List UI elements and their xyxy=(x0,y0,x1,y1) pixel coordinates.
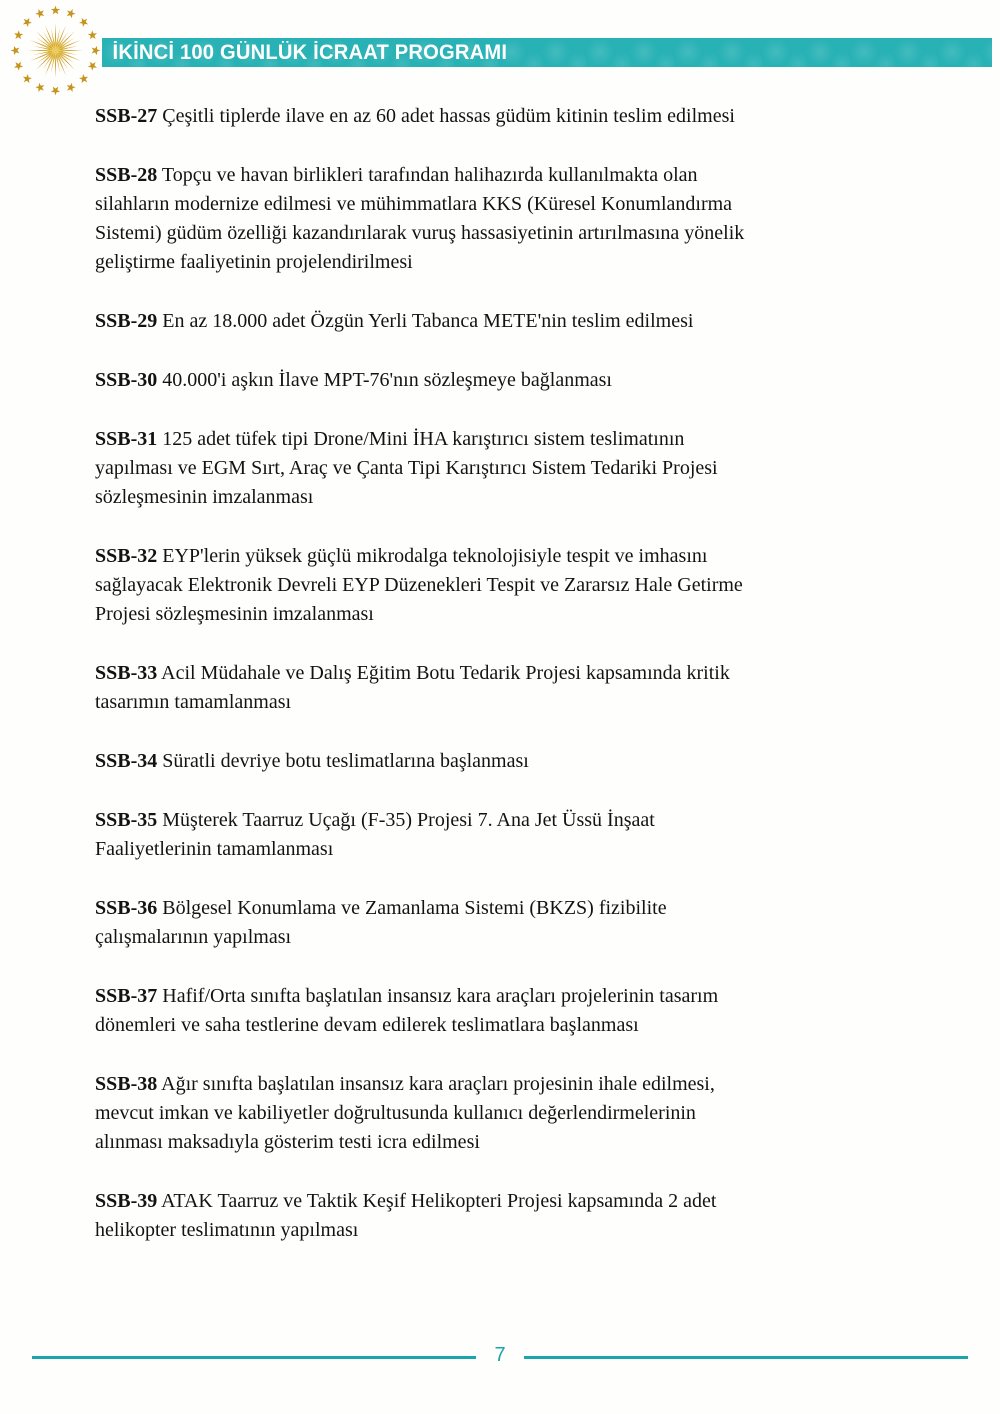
program-item: SSB-39 ATAK Taarruz ve Taktik Keşif Helikopteri Projesi kapsamında 2 adet helikopter teslimatının yapılması xyxy=(95,1190,717,1241)
program-item: SSB-28 Topçu ve havan birlikleri tarafından halihazırda kullanılmakta olan silahların modernize edilmesi ve mühimmatlara KKS (Küresel Konumlandırma Sistemi) güdüm özelliği kazandırılarak vuruş hassasiyetinin artırılmasına yönelik geliştirme faaliyetinin projelendirilmesi xyxy=(95,164,745,273)
page-number: 7 xyxy=(494,1344,506,1366)
item-id: SSB-36 xyxy=(95,897,158,919)
header-title: İKİNCİ 100 GÜNLÜK İCRAAT PROGRAMI xyxy=(112,40,508,64)
item-id: SSB-39 xyxy=(95,1190,158,1212)
program-item: SSB-36 Bölgesel Konumlama ve Zamanlama Sistemi (BKZS) fizibilite çalışmalarının yapılması xyxy=(95,897,667,948)
program-item: SSB-29 En az 18.000 adet Özgün Yerli Tabanca METE'nin teslim edilmesi xyxy=(95,310,694,332)
item-id: SSB-30 xyxy=(95,369,158,391)
footer-rule-left xyxy=(32,1356,476,1359)
program-item: SSB-38 Ağır sınıfta başlatılan insansız kara araçları projesinin ihale edilmesi, mevcut imkan ve kabiliyetler doğrultusunda kullanıcı değerlendirmelerinin alınması maksadıyla gösterim testi icra edilmesi xyxy=(95,1073,715,1153)
item-id: SSB-37 xyxy=(95,985,158,1007)
item-id: SSB-31 xyxy=(95,428,158,450)
item-id: SSB-34 xyxy=(95,750,158,772)
header-title-bar xyxy=(102,38,992,67)
program-item: SSB-30 40.000'i aşkın İlave MPT-76'nın sözleşmeye bağlanması xyxy=(95,369,612,391)
program-item: SSB-33 Acil Müdahale ve Dalış Eğitim Botu Tedarik Projesi kapsamında kritik tasarımın tamamlanması xyxy=(95,662,730,713)
program-item: SSB-34 Süratli devriye botu teslimatlarına başlanması xyxy=(95,750,529,772)
item-id: SSB-27 xyxy=(95,105,158,127)
program-item: SSB-31 125 adet tüfek tipi Drone/Mini İHA karıştırıcı sistem teslimatının yapılması ve EGM Sırt, Araç ve Çanta Tipi Karıştırıcı Sistem Tedariki Projesi sözleşmesinin imzalanması xyxy=(95,428,718,508)
item-id: SSB-33 xyxy=(95,662,158,684)
program-item: SSB-37 Hafif/Orta sınıfta başlatılan insansız kara araçları projelerinin tasarım dönemleri ve saha testlerine devam edilerek teslimatlara başlanması xyxy=(95,985,719,1036)
item-id: SSB-29 xyxy=(95,310,158,332)
program-item: SSB-27 Çeşitli tiplerde ilave en az 60 adet hassas güdüm kitinin teslim edilmesi xyxy=(95,105,735,127)
item-id: SSB-35 xyxy=(95,809,158,831)
item-id: SSB-28 xyxy=(95,164,158,186)
items-list xyxy=(95,102,917,1275)
program-item: SSB-32 EYP'lerin yüksek güçlü mikrodalga teknolojisiyle tespit ve imhasını sağlayacak Elektronik Devreli EYP Düzenekleri Tespit ve Zararsız Hale Getirme Projesi sözleşmesinin imzalanması xyxy=(95,545,743,625)
footer-rule-right xyxy=(524,1356,968,1359)
item-id: SSB-38 xyxy=(95,1073,158,1095)
program-item: SSB-35 Müşterek Taarruz Uçağı (F-35) Projesi 7. Ana Jet Üssü İnşaat Faaliyetlerinin tamamlanması xyxy=(95,809,655,860)
item-id: SSB-32 xyxy=(95,545,158,567)
presidency-sun-and-stars-logo xyxy=(10,5,101,96)
